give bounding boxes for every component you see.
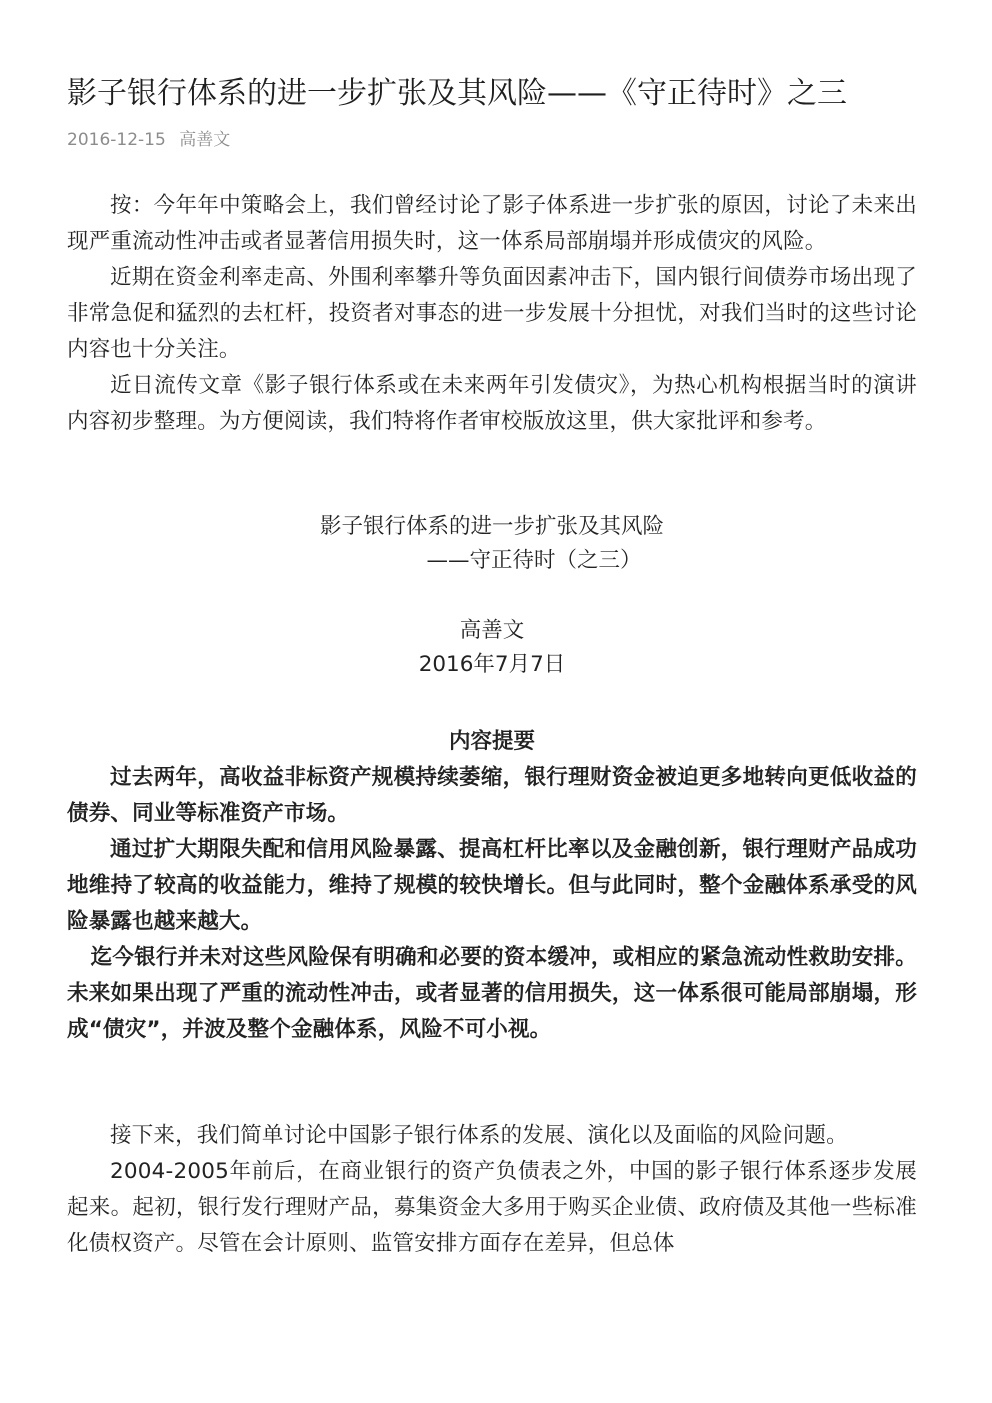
report-subtitle: ——守正待时（之三） (426, 548, 642, 573)
intro-paragraph: 近日流传文章《影子银行体系或在未来两年引发债灾》，为热心机构根据当时的演讲内容初步整理。为方便阅读，我们特将作者审校版放这里，供大家批评和参考。 (67, 373, 917, 434)
body-paragraph: 接下来，我们简单讨论中国影子银行体系的发展、演化以及面临的风险问题。 (110, 1123, 848, 1148)
article-title: 影子银行体系的进一步扩张及其风险——《守正待时》之三 (67, 76, 847, 111)
body-paragraph: 2004-2005年前后，在商业银行的资产负债表之外，中国的影子银行体系逐步发展起来。起初，银行发行理财产品，募集资金大多用于购买企业债、政府债及其他一些标准化债权资产。尽管在会计原则、监管安排方面存在差异，但总体 (67, 1159, 917, 1256)
article-meta (67, 128, 917, 152)
intro-paragraph: 按：今年年中策略会上，我们曾经讨论了影子体系进一步扩张的原因，讨论了未来出现严重流动性冲击或者显著信用损失时，这一体系局部崩塌并形成债灾的风险。 (67, 193, 917, 254)
summary-title: 内容提要 (448, 729, 535, 754)
summary-paragraph: 通过扩大期限失配和信用风险暴露、提高杠杆比率以及金融创新，银行理财产品成功地维持了较高的收益能力，维持了规模的较快增长。但与此同时，整个金融体系承受的风险暴露也越来越大。 (67, 837, 917, 934)
report-author: 高善文 (459, 618, 525, 643)
intro-paragraph: 近期在资金利率走高、外围利率攀升等负面因素冲击下，国内银行间债券市场出现了非常急促和猛烈的去杠杆，投资者对事态的进一步发展十分担忧，对我们当时的这些讨论内容也十分关注。 (67, 265, 917, 362)
body-section (67, 1118, 917, 1262)
summary-section (67, 760, 917, 1048)
intro-section (67, 188, 917, 440)
report-date: 2016年7月7日 (418, 652, 566, 677)
publish-date: 2016-12-15 (67, 130, 166, 150)
article-author: 高善文 (179, 130, 231, 150)
report-heading (67, 510, 917, 578)
summary-paragraph: 过去两年，高收益非标资产规模持续萎缩，银行理财资金被迫更多地转向更低收益的债券、同业等标准资产市场。 (67, 765, 917, 826)
report-title: 影子银行体系的进一步扩张及其风险 (319, 514, 664, 539)
report-byline (67, 614, 917, 682)
summary-paragraph: 迄今银行并未对这些风险保有明确和必要的资本缓冲，或相应的紧急流动性救助安排。未来如果出现了严重的流动性冲击，或者显著的信用损失，这一体系很可能局部崩塌，形成“债灾”，并波及整个金融体系，风险不可小视。 (67, 945, 917, 1042)
document-page (67, 72, 917, 1262)
